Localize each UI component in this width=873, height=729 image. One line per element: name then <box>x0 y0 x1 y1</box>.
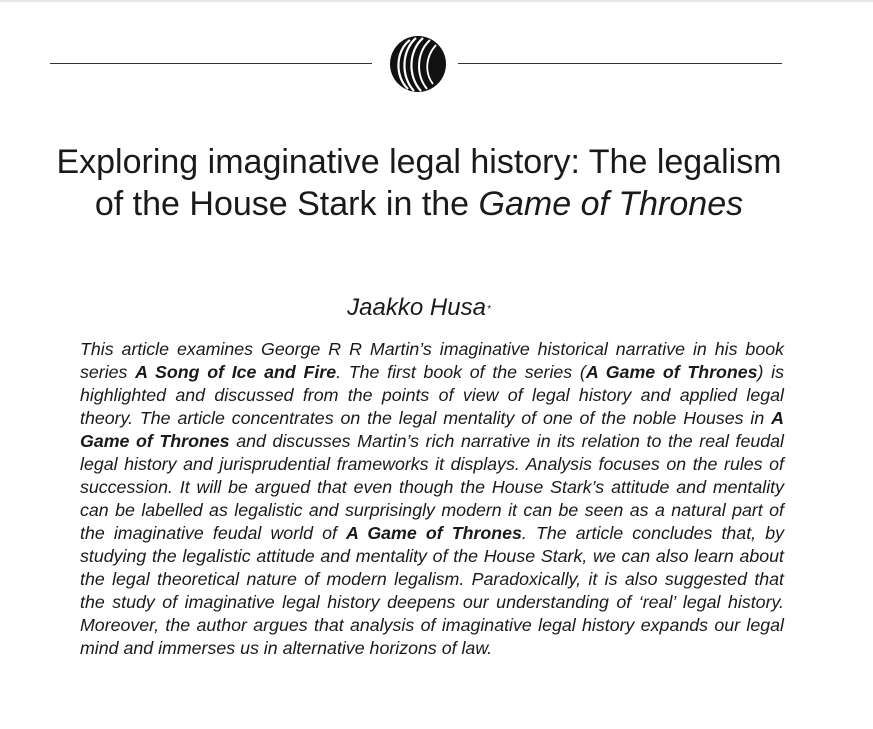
abstract-book-title: A Game of Thrones <box>346 523 522 543</box>
author-footnote-mark: * <box>486 304 491 315</box>
header-rule-left <box>50 63 372 64</box>
abstract-text: . The article concludes that, by studying the legalistic attitude and mentality of the House Stark, we can also learn about the legal theoretical nature of modern legalism. Paradoxically, it is also suggested that the study of imaginative legal history deepens our understanding of ‘real’ legal history. Moreover, the author argues that analysis of imaginative legal history expands our legal mind and immerses us in alternative horizons of law. <box>80 523 784 658</box>
article-title-text: Exploring imaginative legal history: The legalism of the House Stark in the <box>56 143 782 223</box>
abstract-book-title: A Game of Thrones <box>80 408 784 451</box>
abstract-book-title: A Game of Thrones <box>585 362 758 382</box>
abstract-text: This article examines George R R Martin’s imaginative historical narrative in his book series <box>80 339 784 382</box>
abstract-text: ) is highlighted and discussed from the points of view of legal history and applied legal theory. The article concentrates on the legal mentality of one of the noble Houses in <box>80 362 784 428</box>
abstract-text: and discusses Martin’s rich narrative in its relation to the real feudal legal history and jurisprudential frameworks it displays. Analysis focuses on the rules of succession. It will be argued that even though the House Stark’s attitude and mentality can be labelled as legalistic and surprisingly modern it can be seen as a natural part of the imaginative feudal world of <box>80 431 784 543</box>
page-top-border <box>0 0 873 2</box>
article-author <box>40 293 798 323</box>
article-title-italic: Game of Thrones <box>478 185 744 223</box>
article-abstract <box>80 338 784 660</box>
abstract-book-series: A Song of Ice and Fire <box>135 362 337 382</box>
abstract-text: . The first book of the series ( <box>336 362 586 382</box>
author-name: Jaakko Husa <box>347 294 486 321</box>
publisher-globe-logo-icon <box>388 34 448 94</box>
article-title <box>40 141 798 225</box>
header-rule-right <box>458 63 782 64</box>
